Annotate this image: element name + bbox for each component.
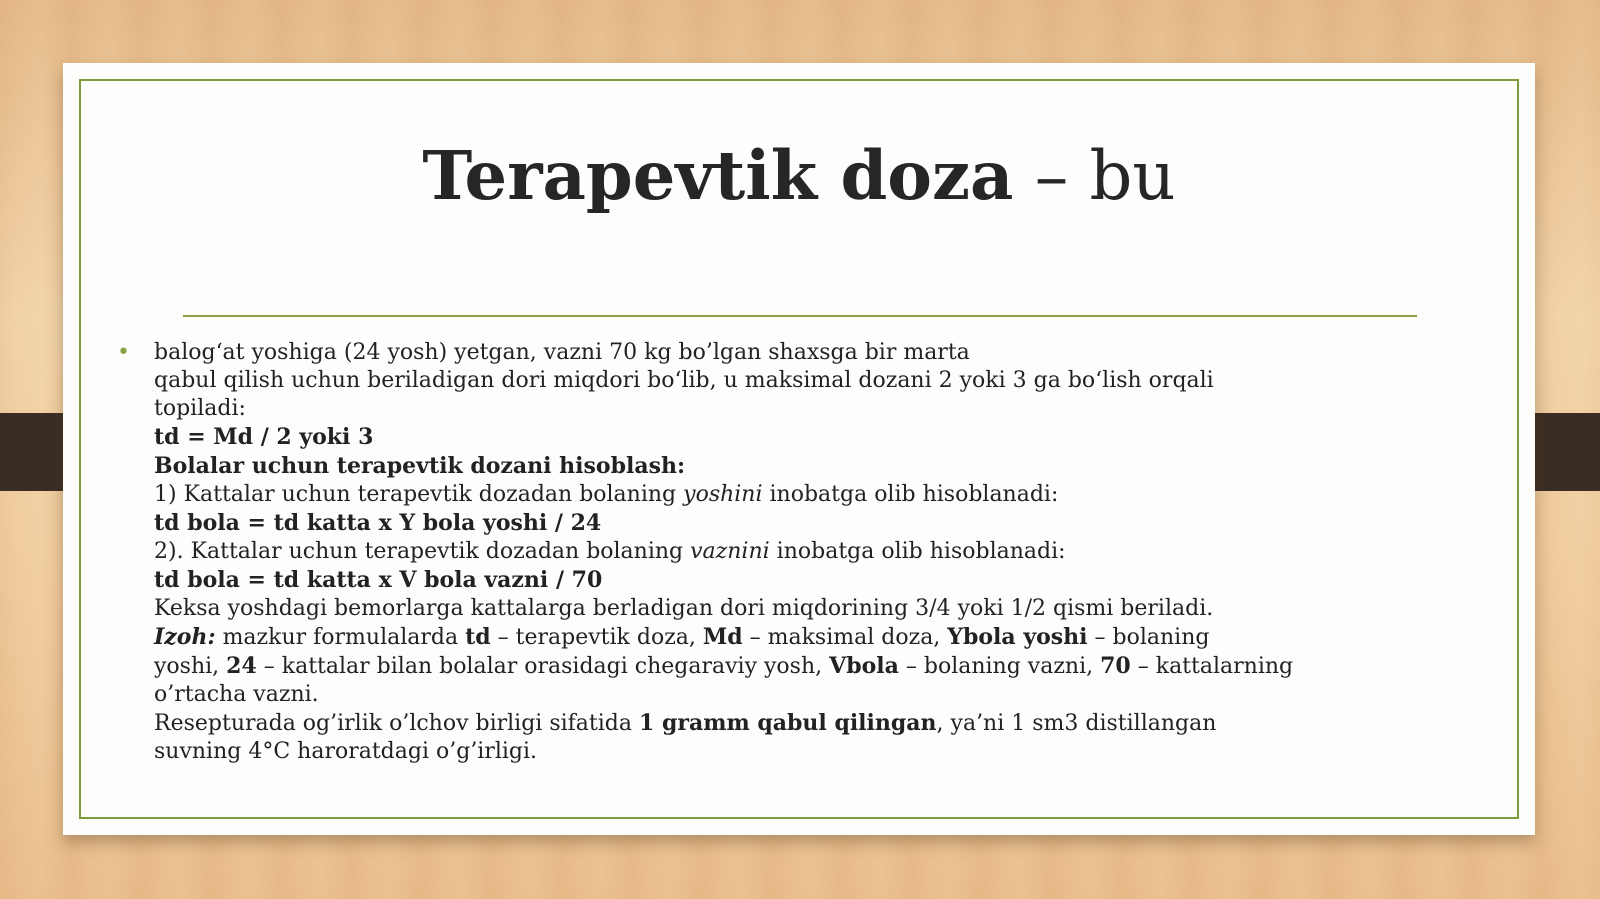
body-line: Keksa yoshdagi bemorlarga kattalarga berladigan dori miqdorining 3/4 yoki 1/2 qismi beriladi. xyxy=(154,596,1214,621)
body-line: topiladi: xyxy=(154,396,246,421)
slide-title-rest: – bu xyxy=(1013,137,1176,215)
note-line: yoshi, 24 – kattalar bilan bolalar orasidagi chegaraviy yosh, Vbola – bolaning vazni, 70 – kattalarning xyxy=(154,653,1294,679)
slide-title-bold: Terapevtik doza xyxy=(422,136,1014,215)
formula-by-age: td bola = td katta x Y bola yoshi / 24 xyxy=(154,510,602,536)
body-line: balog‘at yoshiga (24 yosh) yetgan, vazni 70 kg bo’lgan shaxsga bir marta xyxy=(154,340,970,365)
body-line: 1) Kattalar uchun terapevtik dozadan bolaning yoshini inobatga olib hisoblanadi: xyxy=(154,482,1059,507)
body-line: Resepturada og’irlik o’lchov birligi sifatida 1 gramm qabul qilingan, ya’ni 1 sm3 distillangan xyxy=(154,710,1217,736)
note-line: o’rtacha vazni. xyxy=(154,682,319,707)
slide-body xyxy=(117,339,1354,766)
slide xyxy=(63,63,1535,835)
title-divider xyxy=(183,315,1417,317)
body-line: qabul qilish uchun beriladigan dori miqdori bo‘lib, u maksimal dozani 2 yoki 3 ga bo‘lish orqali xyxy=(154,368,1214,393)
children-dose-heading: Bolalar uchun terapevtik dozani hisoblash: xyxy=(154,453,686,479)
body-line: 2). Kattalar uchun terapevtik dozadan bolaning vaznini inobatga olib hisoblanadi: xyxy=(154,539,1066,564)
slide-title xyxy=(63,136,1535,215)
formula-by-weight: td bola = td katta x V bola vazni / 70 xyxy=(154,567,603,593)
body-line: suvning 4°C haroratdagi o’g’irligi. xyxy=(154,739,538,764)
formula-adult: td = Md / 2 yoki 3 xyxy=(154,424,374,450)
note-line: Izoh: mazkur formulalarda td – terapevtik doza, Md – maksimal doza, Ybola yoshi – bolaning xyxy=(154,624,1210,650)
bullet-marker: • xyxy=(117,340,130,365)
